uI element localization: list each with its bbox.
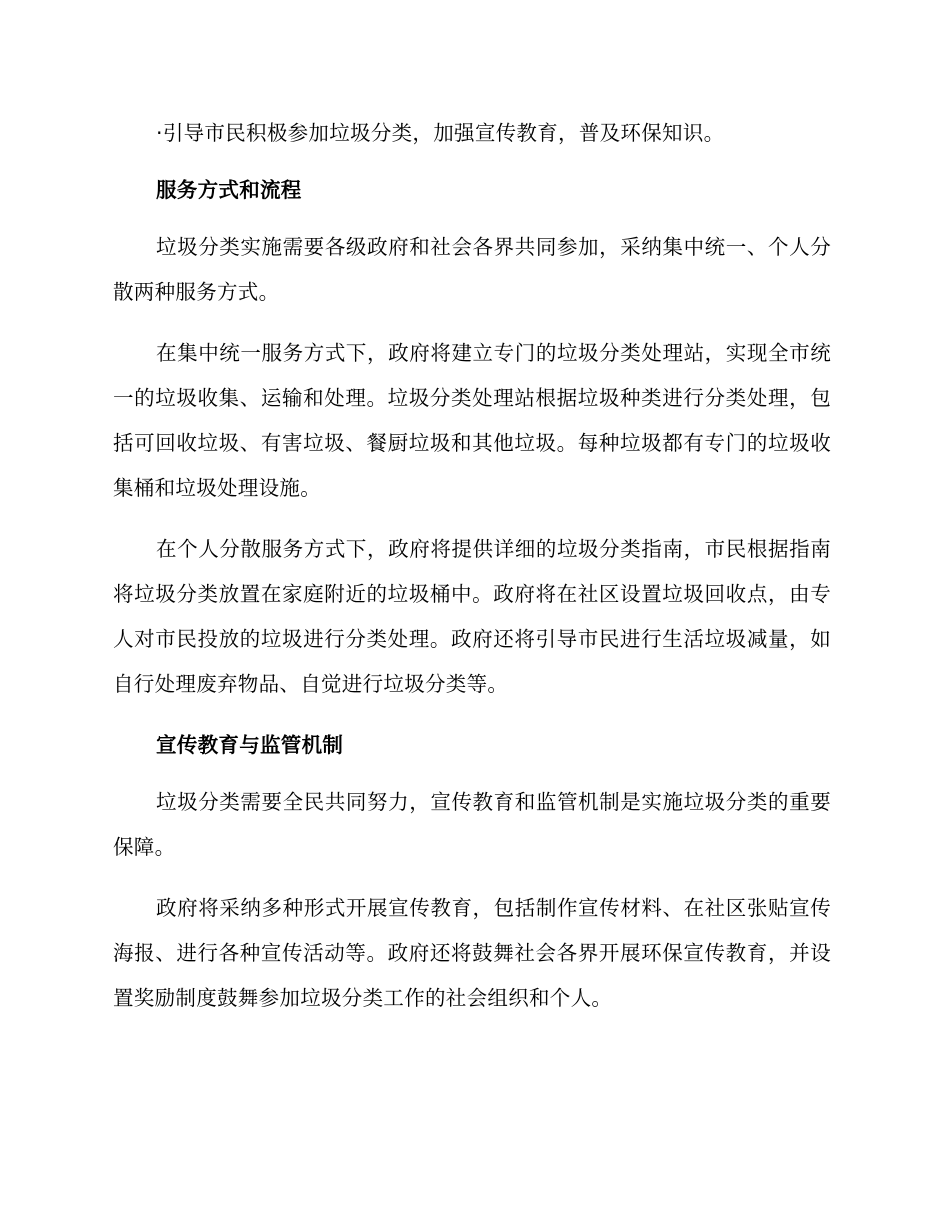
section-heading-education: 宣传教育与监管机制	[156, 733, 344, 757]
paragraph: 垃圾分类需要全民共同努力，宣传教育和监管机制是实施垃圾分类的重要保障。	[113, 790, 831, 859]
bullet-item: ·引导市民积极参加垃圾分类，加强宣传教育，普及环保知识。	[156, 121, 725, 145]
section-heading-service: 服务方式和流程	[156, 178, 302, 202]
document-body	[113, 111, 831, 1037]
paragraph: 政府将采纳多种形式开展宣传教育，包括制作宣传材料、在社区张贴宣传海报、进行各种宣传活动等。政府还将鼓舞社会各界开展环保宣传教育，并设置奖励制度鼓舞参加垃圾分类工作的社会组织和个人。	[113, 896, 831, 1010]
paragraph: 在集中统一服务方式下，政府将建立专门的垃圾分类处理站，实现全市统一的垃圾收集、运输和处理。垃圾分类处理站根据垃圾种类进行分类处理，包括可回收垃圾、有害垃圾、餐厨垃圾和其他垃圾。每种垃圾都有专门的垃圾收集桶和垃圾处理设施。	[113, 341, 831, 500]
paragraph: 垃圾分类实施需要各级政府和社会各界共同参加，采纳集中统一、个人分散两种服务方式。	[113, 235, 831, 304]
paragraph: 在个人分散服务方式下，政府将提供详细的垃圾分类指南，市民根据指南将垃圾分类放置在家庭附近的垃圾桶中。政府将在社区设置垃圾回收点，由专人对市民投放的垃圾进行分类处理。政府还将引导市民进行生活垃圾减量，如自行处理废弃物品、自觉进行垃圾分类等。	[113, 537, 831, 696]
